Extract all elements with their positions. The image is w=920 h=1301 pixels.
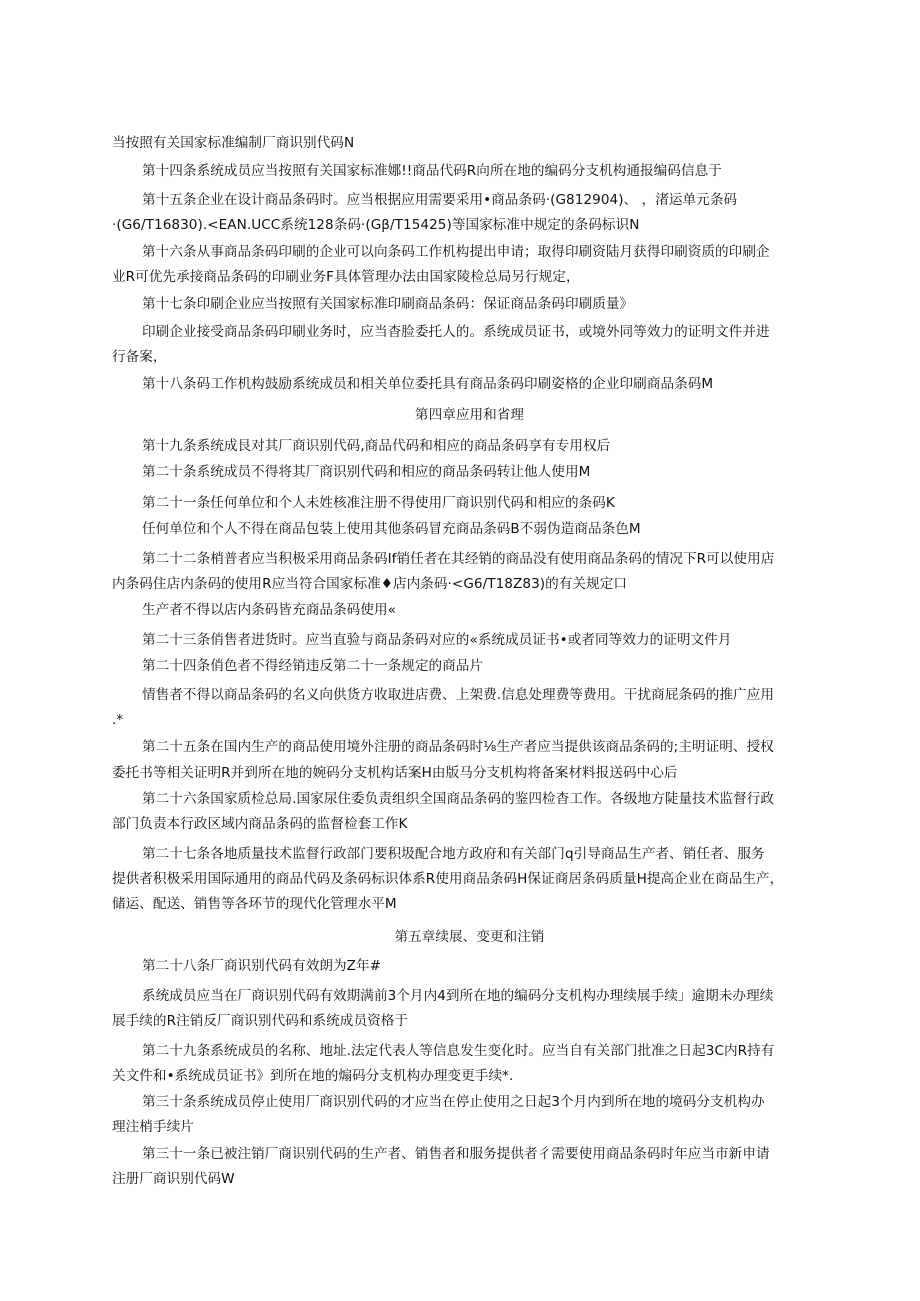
text-line: 情售者不得以商品条码的名义向供货方收取进店费、上架费.信息处理费等费用。干扰商屁条码的推广应用 (142, 687, 774, 703)
chapter-4-heading: 第四章应用和省理 (414, 407, 525, 423)
text-line: 理注梢手续片 (112, 1119, 194, 1135)
text-line: 系统成员应当在厂商识别代码有效期满前3个月内4到所在地的编码分支机构办理续展手续」逾期未办理续 (142, 988, 774, 1004)
article-24: 第二十四条俏色者不得经销违反第二十一条规定的商品片 (142, 658, 484, 674)
article-17: 第十七条印刷企业应当按照有关国家标准印刷商品条码：保证商品条码印刷质量》 (142, 296, 634, 312)
article-26: 第二十六条国家质检总局.国家尿住委负责组织全国商品条码的鉴四检杳工作。各级地方陡量技术监督行政 (142, 791, 774, 807)
article-30: 第三十条系统成员停止使用厂商识别代码的才应当在停止使用之日起3个月内到所在地的境码分支机构办 (142, 1094, 765, 1110)
text-line: .* (112, 712, 124, 728)
article-28: 第二十八条厂商识别代码有效朗为Z年# (142, 958, 382, 974)
text-line: 委托书等相关证明R并到所在地的婉码分支机构话案H由版马分支机构将备案材料报送码中心后 (112, 765, 678, 781)
text-line: 行备案， (112, 349, 167, 365)
text-line: 业R可优先承接商品条码的印刷业务F具体管理办法由国家陵检总局另行规定， (112, 269, 580, 285)
article-16: 第十六条从事商品条码印刷的企业可以向条码工作机构提出申请；取得印刷资陆月获得印刷资质的印刷企 (142, 244, 770, 260)
article-23: 第二十三条俏售者进货时。应当直验与商品条码对应的«系统成员证书•或者同等效力的证明文件月 (142, 632, 732, 648)
article-29: 第二十九条系统成员的名称、地址.法定代表人等信息发生变化时。应当自有关部门批准之日起3C内R持有 (142, 1043, 775, 1059)
article-18: 第十八条码工作机构鼓励系统成员和相关单位委托具有商品条码印刷姿格的企业印刷商品条码M (142, 376, 714, 392)
text-line: 提供者积极采用国际通用的商品代码及条码标识体系R使用商品条码H保证商居条码质量H提高企业在商品生产， (112, 871, 784, 887)
chapter-5-heading: 第五章续展、变更和注销 (394, 929, 545, 945)
article-14: 第十四条系统成员应当按照有关国家标准娜!!商品代码R向所在地的编码分支机构通报编码信息于 (142, 163, 722, 179)
article-19: 第十九条系统成艮对其厂商识别代码,商品代码和相应的商品条码享有专用权后 (142, 438, 611, 454)
text-line: 当按照有关国家标准编制厂商识别代码N (112, 135, 355, 151)
text-line: 注册厂商识别代码W (112, 1171, 235, 1187)
article-21: 第二十一条任何单位和个人未姓核准注册不得使用厂商识别代码和相应的条码K (142, 495, 615, 511)
text-line: 部门负责本行政区域内商品条码的监督检套工作K (112, 816, 408, 832)
text-line: 生产者不得以店内条码皆充商品条码使用« (142, 602, 396, 618)
article-20: 第二十条系统成员不得将其厂商识别代码和相应的商品条码转让他人使用M (142, 464, 591, 480)
text-line: 印刷企业接受商品条码印刷业务时，应当杳脸委托人的。系统成员证书，或境外同等效力的证明文件并进 (142, 324, 770, 340)
article-15: 第十五条企业在设计商品条码时。应当根据应用需要采用•商品条码·(G812904)、 ，渚运单元条码 (142, 192, 738, 208)
article-31: 第三十一条已被注销厂商识别代码的生产者、销售者和服务提供者彳需要使用商品条码时年应当市新申请 (142, 1146, 770, 1162)
article-22: 第二十二条梢普者应当积极采用商品条码If销任者在其经销的商品没有使用商品条码的情况下R可以使用店 (142, 551, 775, 567)
text-line: 展手续的R注销反厂商识别代码和系统成员资格于 (112, 1013, 409, 1029)
article-25: 第二十五条在国内生产的商品使用境外注册的商品条码时⅛生产者应当提供该商品条码的;主明证明、授权 (142, 739, 774, 755)
text-line: 关文件和•系统成员证书》到所在地的煽码分支机构办理变更手续*. (112, 1068, 514, 1084)
text-line: 任何单位和个人不得在商品包装上使用其他条码冒充商品条码B不弱伪造商品条色M (142, 521, 641, 537)
text-line: 内条码住店内条码的使用R应当符合国家标准♦店内条码·<G6/T18Z83)的有关规定口 (112, 576, 627, 592)
text-line: 储运、配送、销售等各环节的现代化管理水平M (112, 896, 397, 912)
text-line: ·(G6/T16830).<EAN.UCC系统128条码·(Gβ/T15425)等国家标准中规定的条码标识N (112, 217, 640, 233)
article-27: 第二十七条各地质量技术监督行政部门要积圾配合地方政府和有关部门q引导商品生产者、销任者、服务 (142, 846, 765, 862)
